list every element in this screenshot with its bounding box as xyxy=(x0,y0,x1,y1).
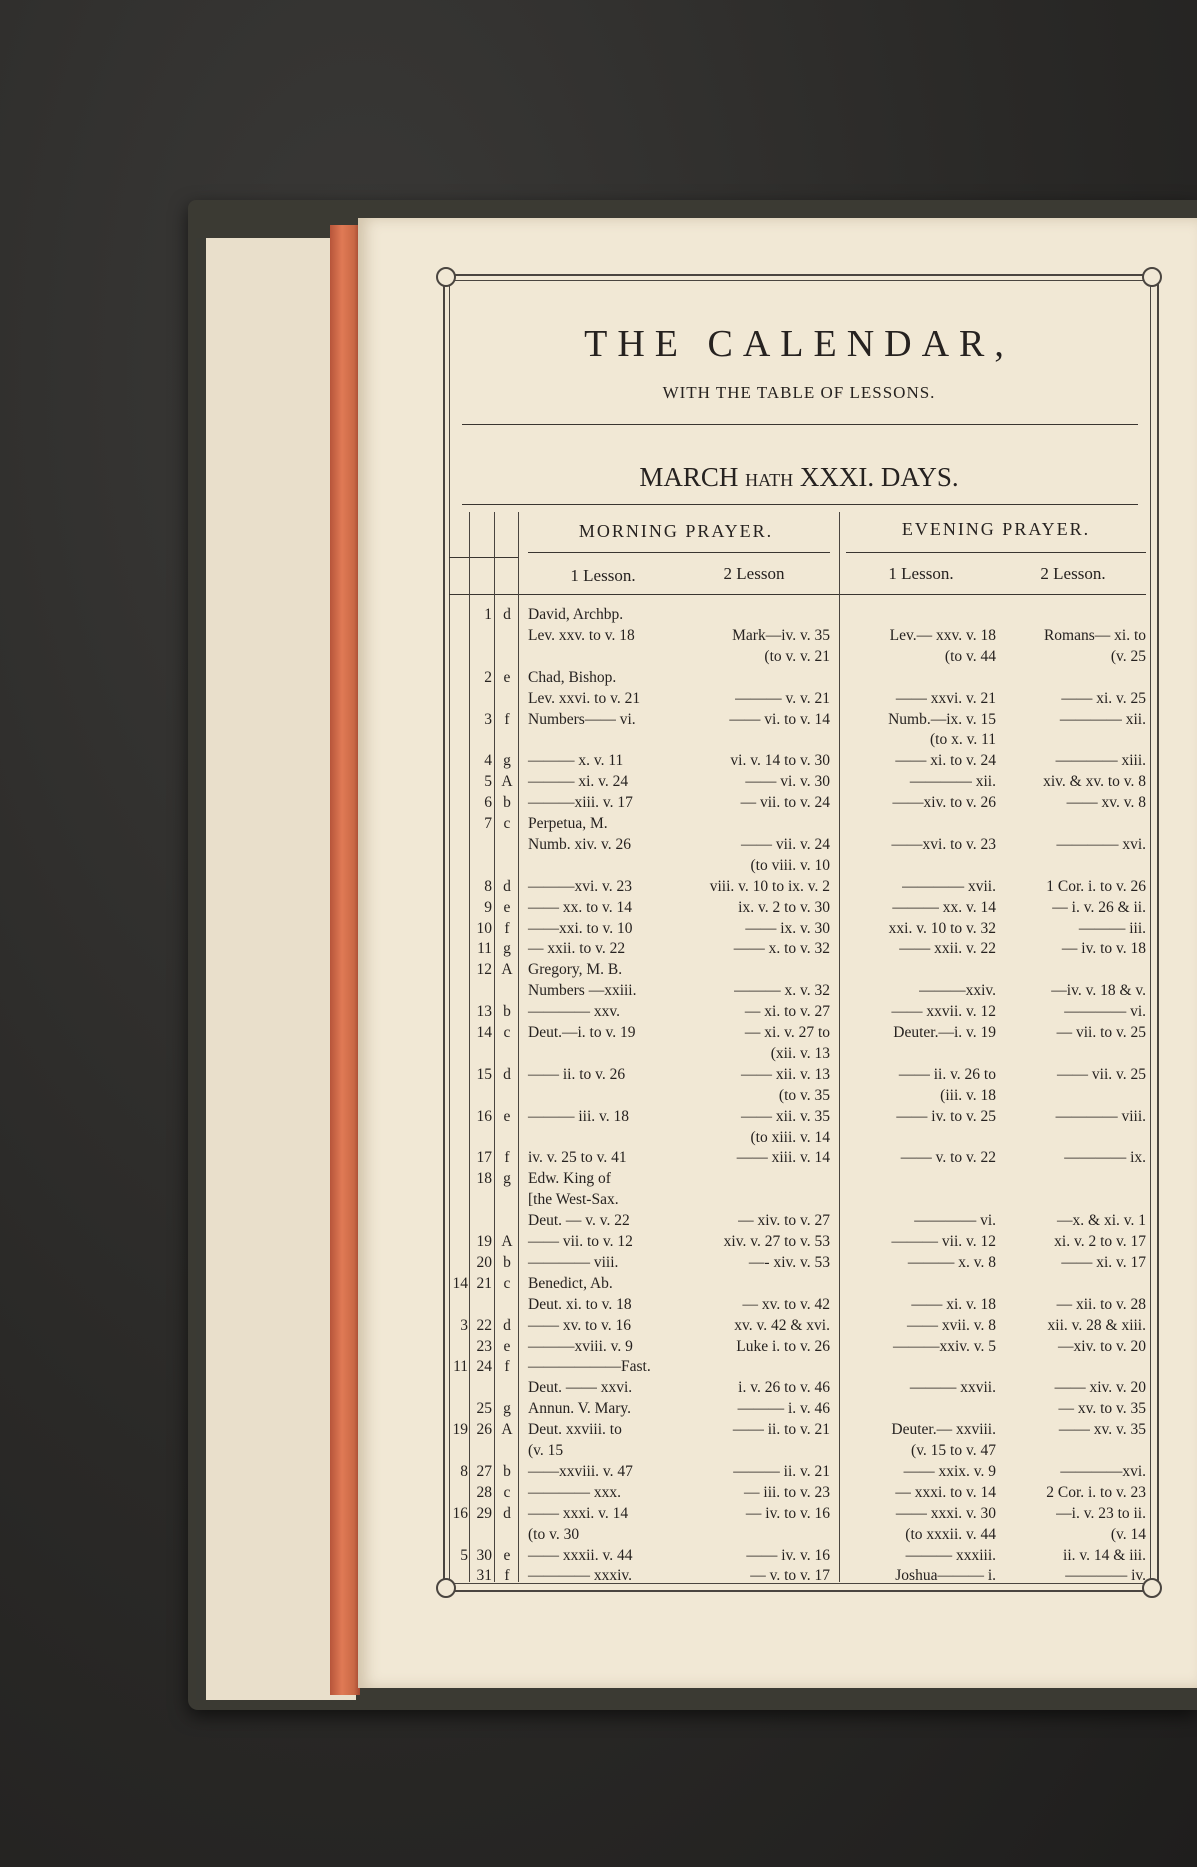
morning-first-lesson: ——— xi. v. 24 xyxy=(528,773,629,791)
golden-number: 11 xyxy=(453,1358,468,1376)
evening-first-lesson: ———— vi. xyxy=(914,1212,996,1230)
day-of-month: 21 xyxy=(476,1274,492,1292)
evening-second-lesson: —iv. v. 18 & v. xyxy=(1051,982,1146,1000)
evening-first-lesson: ——— xx. v. 14 xyxy=(892,898,996,916)
sunday-letter: e xyxy=(503,668,511,686)
evening-first-lesson: Lev.— xxv. v. 18 xyxy=(889,626,996,644)
morning-second-lesson: (xii. v. 13 xyxy=(770,1044,830,1062)
morning-first-lesson: ———— xxxiv. xyxy=(528,1567,633,1585)
sunday-letter: d xyxy=(503,877,511,895)
sunday-letter: A xyxy=(501,961,513,979)
morning-second-lesson: (to viii. v. 10 xyxy=(750,856,830,874)
day-of-month: 30 xyxy=(476,1546,492,1564)
page-title: THE CALENDAR, xyxy=(584,323,1014,365)
evening-first-lesson: —— xxix. v. 9 xyxy=(903,1462,996,1480)
morning-second-lesson: i. v. 26 to v. 46 xyxy=(738,1379,830,1397)
morning-first-lesson: iv. v. 25 to v. 41 xyxy=(528,1149,627,1167)
sunday-letter: g xyxy=(503,752,511,770)
divider xyxy=(449,557,519,558)
morning-first-lesson: Deut. xxviii. to xyxy=(528,1421,622,1439)
morning-second-lesson: ——— i. v. 46 xyxy=(737,1400,830,1418)
evening-second-lesson: ———— xii. xyxy=(1059,710,1146,728)
evening-first-lesson: Deuter.—i. v. 19 xyxy=(893,1024,996,1041)
morning-second-lesson: ——— x. v. 32 xyxy=(734,982,830,1000)
day-of-month: 7 xyxy=(484,815,492,832)
evening-first-lesson: (to x. v. 11 xyxy=(929,731,996,749)
morning-first-lesson: Perpetua, M. xyxy=(528,815,608,832)
evening-first-lesson: Numb.—ix. v. 15 xyxy=(888,710,996,728)
corner-ornament-icon xyxy=(1142,267,1162,287)
evening-first-lesson: Joshua——— i. xyxy=(895,1567,996,1585)
evening-first-lesson: ——— xxvii. xyxy=(909,1379,996,1397)
morning-first-lesson: (v. 15 xyxy=(528,1442,564,1459)
evening-second-lesson: — xv. to v. 35 xyxy=(1058,1400,1146,1418)
evening-first-lesson: ——xiv. to v. 26 xyxy=(892,794,996,812)
evening-second-lesson: —xiv. to v. 20 xyxy=(1058,1337,1146,1355)
divider xyxy=(846,552,1146,553)
morning-first-lesson: Numbers —xxiii. xyxy=(528,982,637,1000)
morning-first-lesson: —— vii. to v. 12 xyxy=(528,1233,633,1250)
golden-number: 3 xyxy=(460,1316,468,1334)
morning-second-lesson: (to xiii. v. 14 xyxy=(750,1128,830,1146)
evening-second-lesson: —— xiv. v. 20 xyxy=(1054,1379,1146,1397)
page-subtitle: WITH THE TABLE OF LESSONS. xyxy=(662,383,936,402)
day-of-month: 26 xyxy=(476,1421,492,1439)
morning-first-lesson: Lev. xxvi. to v. 21 xyxy=(528,689,641,707)
sunday-letter: g xyxy=(503,1170,511,1188)
column-rule xyxy=(494,512,495,1582)
morning-first-lesson: —— ii. to v. 26 xyxy=(528,1065,626,1083)
sunday-letter: f xyxy=(504,1149,510,1167)
evening-second-lesson: 1 Cor. i. to v. 26 xyxy=(1046,877,1146,895)
sunday-letter: b xyxy=(503,1003,511,1021)
sunday-letter: b xyxy=(503,1253,511,1271)
sunday-letter: g xyxy=(503,940,511,958)
morning-first-lesson: ———— xxx. xyxy=(528,1483,621,1501)
evening-second-lesson: ———— viii. xyxy=(1055,1107,1146,1125)
evening-first-lesson: (iii. v. 18 xyxy=(940,1086,996,1104)
morning-second-lesson: —— iv. v. 16 xyxy=(746,1546,830,1564)
morning-second-lesson: — xv. to v. 42 xyxy=(742,1295,830,1313)
evening-first-lesson: —— xi. to v. 24 xyxy=(895,752,996,770)
morning-first-lesson: Numbers—— vi. xyxy=(528,710,636,728)
col-header-morning-2: 2 Lesson xyxy=(723,564,785,583)
day-of-month: 27 xyxy=(476,1462,492,1480)
morning-first-lesson: Chad, Bishop. xyxy=(528,668,617,686)
evening-first-lesson: ——— vii. v. 12 xyxy=(891,1233,996,1250)
morning-second-lesson: — iv. to v. 16 xyxy=(745,1504,830,1522)
morning-first-lesson: ——— iii. v. 18 xyxy=(528,1107,630,1125)
month-heading xyxy=(449,462,1149,493)
morning-prayer-header: MORNING PRAYER. xyxy=(578,521,774,541)
morning-first-lesson: ———— xxv. xyxy=(528,1003,620,1021)
morning-second-lesson: —— vii. v. 24 xyxy=(741,835,830,853)
day-of-month: 6 xyxy=(484,794,492,812)
evening-first-lesson: ——— xxxiii. xyxy=(905,1546,996,1564)
evening-second-lesson: —i. v. 23 to ii. xyxy=(1056,1504,1146,1522)
day-of-month: 15 xyxy=(476,1065,492,1083)
evening-first-lesson: —— v. to v. 22 xyxy=(900,1149,996,1167)
day-of-month: 16 xyxy=(476,1107,492,1125)
col-header-morning-1: 1 Lesson. xyxy=(570,566,636,585)
morning-first-lesson: ——xxviii. v. 47 xyxy=(528,1462,633,1480)
col-header-evening-1: 1 Lesson. xyxy=(888,564,954,583)
day-of-month: 23 xyxy=(476,1337,492,1355)
morning-first-lesson: Annun. V. Mary. xyxy=(528,1400,632,1418)
sunday-letter: b xyxy=(503,794,511,812)
divider xyxy=(449,594,1146,595)
day-of-month: 20 xyxy=(476,1253,492,1271)
evening-first-lesson: —— ii. v. 26 to xyxy=(898,1065,996,1083)
morning-second-lesson: —— xii. v. 35 xyxy=(741,1107,830,1125)
evening-second-lesson: — vii. to v. 25 xyxy=(1056,1024,1146,1041)
morning-first-lesson: Deut.—i. to v. 19 xyxy=(528,1024,636,1041)
evening-first-lesson: —— iv. to v. 25 xyxy=(896,1107,996,1125)
morning-first-lesson: Deut. xi. to v. 18 xyxy=(528,1295,632,1313)
morning-second-lesson: —- xiv. v. 53 xyxy=(748,1253,830,1271)
morning-second-lesson: vi. v. 14 to v. 30 xyxy=(730,752,830,770)
evening-second-lesson: xiv. & xv. to v. 8 xyxy=(1043,773,1146,791)
evening-second-lesson: ———— vi. xyxy=(1064,1003,1146,1021)
sunday-letter: f xyxy=(504,710,510,728)
sunday-letter: f xyxy=(504,1567,510,1585)
corner-ornament-icon xyxy=(436,1578,456,1598)
evening-first-lesson: Deuter.— xxviii. xyxy=(891,1421,996,1439)
evening-second-lesson: 2 Cor. i. to v. 23 xyxy=(1046,1483,1146,1501)
evening-second-lesson: ii. v. 14 & iii. xyxy=(1063,1546,1146,1564)
morning-first-lesson: ——— x. v. 11 xyxy=(528,752,624,770)
month-days: XXXI. DAYS. xyxy=(799,462,959,492)
evening-second-lesson: ———— iv. xyxy=(1065,1567,1146,1585)
column-rule xyxy=(518,512,519,1582)
morning-first-lesson: ——————Fast. xyxy=(528,1358,651,1376)
morning-first-lesson: Edw. King of xyxy=(528,1170,611,1188)
day-of-month: 14 xyxy=(476,1024,492,1041)
sunday-letter: A xyxy=(501,1421,513,1439)
evening-second-lesson: ———— xvi. xyxy=(1056,835,1146,853)
golden-number: 5 xyxy=(460,1546,468,1564)
evening-second-lesson: — xii. to v. 28 xyxy=(1056,1295,1146,1313)
evening-prayer-header: EVENING PRAYER. xyxy=(901,519,1091,539)
evening-second-lesson: ————xvi. xyxy=(1060,1462,1146,1480)
evening-second-lesson: ———— ix. xyxy=(1064,1149,1146,1167)
column-rule xyxy=(469,512,470,1582)
day-of-month: 11 xyxy=(477,940,492,958)
day-of-month: 22 xyxy=(476,1316,492,1334)
day-of-month: 10 xyxy=(476,919,492,937)
day-of-month: 9 xyxy=(484,898,492,916)
evening-second-lesson: —— xv. v. 8 xyxy=(1066,794,1146,812)
evening-second-lesson: xi. v. 2 to v. 17 xyxy=(1054,1233,1146,1250)
morning-second-lesson: Luke i. to v. 26 xyxy=(736,1337,830,1355)
month-name: MARCH xyxy=(639,462,739,492)
evening-second-lesson: Romans— xi. to xyxy=(1043,626,1146,644)
page-fore-edge xyxy=(330,225,360,1695)
day-of-month: 24 xyxy=(476,1358,492,1376)
day-of-month: 25 xyxy=(476,1400,492,1418)
morning-first-lesson: ———— viii. xyxy=(528,1253,619,1271)
day-of-month: 4 xyxy=(484,752,492,770)
day-of-month: 31 xyxy=(476,1567,492,1585)
evening-first-lesson: ———xxiv. v. 5 xyxy=(892,1337,996,1355)
day-of-month: 29 xyxy=(476,1504,492,1522)
evening-first-lesson: xxi. v. 10 to v. 32 xyxy=(888,919,996,937)
morning-second-lesson: —— vi. to v. 14 xyxy=(729,710,830,728)
sunday-letter: e xyxy=(503,1337,511,1355)
morning-second-lesson: xv. v. 42 & xvi. xyxy=(734,1316,830,1334)
divider xyxy=(462,424,1138,425)
morning-first-lesson: ———xviii. v. 9 xyxy=(528,1337,633,1355)
evening-first-lesson: —— xxxi. v. 30 xyxy=(895,1504,996,1522)
morning-first-lesson: (to v. 30 xyxy=(528,1525,580,1543)
morning-first-lesson: Gregory, M. B. xyxy=(528,961,623,979)
evening-first-lesson: (v. 15 to v. 47 xyxy=(911,1442,996,1459)
evening-second-lesson: (v. 25 xyxy=(1110,647,1146,665)
morning-first-lesson: Numb. xiv. v. 26 xyxy=(528,835,632,853)
day-of-month: 18 xyxy=(476,1170,492,1188)
sunday-letter: A xyxy=(501,1233,513,1250)
morning-second-lesson: Mark—iv. v. 35 xyxy=(732,626,830,644)
evening-first-lesson: ——xvi. to v. 23 xyxy=(891,835,996,853)
evening-second-lesson: —x. & xi. v. 1 xyxy=(1057,1212,1146,1230)
morning-first-lesson: [the West-Sax. xyxy=(528,1191,619,1209)
day-of-month: 1 xyxy=(484,606,492,623)
morning-first-lesson: — xxii. to v. 22 xyxy=(528,940,626,958)
evening-second-lesson: —— xi. v. 25 xyxy=(1061,689,1146,707)
day-of-month: 5 xyxy=(484,773,492,791)
evening-first-lesson: —— xxvii. v. 12 xyxy=(891,1003,996,1021)
morning-first-lesson: ———xiii. v. 17 xyxy=(528,794,633,812)
evening-first-lesson: (to xxxii. v. 44 xyxy=(905,1525,996,1543)
morning-second-lesson: ——— v. v. 21 xyxy=(735,689,830,707)
morning-second-lesson: — xi. v. 27 to xyxy=(744,1024,830,1041)
evening-second-lesson: —— xi. v. 17 xyxy=(1061,1253,1146,1271)
evening-second-lesson: (v. 14 xyxy=(1110,1525,1146,1543)
day-of-month: 17 xyxy=(476,1149,492,1167)
divider xyxy=(528,552,830,553)
morning-second-lesson: ix. v. 2 to v. 30 xyxy=(738,898,830,916)
sunday-letter: f xyxy=(504,919,510,937)
evening-first-lesson: ———— xii. xyxy=(909,773,996,791)
morning-second-lesson: (to v. 35 xyxy=(778,1086,830,1104)
evening-second-lesson: — i. v. 26 & ii. xyxy=(1052,898,1146,916)
evening-second-lesson: ——— iii. xyxy=(1078,919,1146,937)
month-hath: HATH xyxy=(745,470,794,490)
golden-number: 14 xyxy=(452,1274,468,1292)
sunday-letter: e xyxy=(503,1546,511,1564)
day-of-month: 12 xyxy=(476,961,492,979)
morning-first-lesson: —— xx. to v. 14 xyxy=(528,898,633,916)
morning-second-lesson: — vii. to v. 24 xyxy=(740,794,830,812)
sunday-letter: c xyxy=(503,1024,511,1041)
sunday-letter: e xyxy=(503,1107,511,1125)
sunday-letter: f xyxy=(504,1358,510,1376)
morning-first-lesson: ——xxi. to v. 10 xyxy=(528,919,633,937)
morning-first-lesson: Deut. — v. v. 22 xyxy=(528,1212,630,1230)
sunday-letter: g xyxy=(503,1400,511,1418)
sunday-letter: c xyxy=(503,1483,511,1501)
day-of-month: 2 xyxy=(484,668,492,686)
morning-second-lesson: —— vi. v. 30 xyxy=(745,773,830,791)
evening-second-lesson: xii. v. 28 & xiii. xyxy=(1047,1316,1146,1334)
morning-second-lesson: — xi. to v. 27 xyxy=(744,1003,830,1021)
morning-second-lesson: ——— ii. v. 21 xyxy=(733,1462,830,1480)
morning-second-lesson: —— xiii. v. 14 xyxy=(736,1149,830,1167)
evening-first-lesson: ——— x. v. 8 xyxy=(907,1253,996,1271)
sunday-letter: d xyxy=(503,1316,511,1334)
morning-first-lesson: —— xxxii. v. 44 xyxy=(528,1546,633,1564)
golden-number: 8 xyxy=(460,1462,468,1480)
evening-second-lesson: ———— xiii. xyxy=(1055,752,1146,770)
sunday-letter: e xyxy=(503,898,511,916)
evening-first-lesson: —— xi. v. 18 xyxy=(911,1295,996,1313)
evening-first-lesson: —— xxii. v. 22 xyxy=(899,940,996,958)
evening-first-lesson: —— xxvi. v. 21 xyxy=(895,689,996,707)
corner-ornament-icon xyxy=(436,267,456,287)
sunday-letter: A xyxy=(501,773,513,791)
morning-first-lesson: Benedict, Ab. xyxy=(528,1274,613,1292)
morning-first-lesson: ———xvi. v. 23 xyxy=(528,877,633,895)
golden-number: 19 xyxy=(452,1421,468,1439)
day-of-month: 28 xyxy=(476,1483,492,1501)
sunday-letter: d xyxy=(503,606,511,623)
evening-first-lesson: —— xvii. v. 8 xyxy=(907,1316,996,1334)
evening-second-lesson: — iv. to v. 18 xyxy=(1061,940,1146,958)
col-header-evening-2: 2 Lesson. xyxy=(1040,564,1106,583)
morning-first-lesson: Lev. xxv. to v. 18 xyxy=(528,626,635,644)
sunday-letter: c xyxy=(503,1274,511,1292)
golden-number: 16 xyxy=(452,1504,468,1522)
morning-second-lesson: —— ii. to v. 21 xyxy=(732,1421,830,1439)
morning-second-lesson: — xiv. to v. 27 xyxy=(738,1212,830,1230)
sunday-letter: d xyxy=(503,1065,511,1083)
evening-second-lesson: —— vii. v. 25 xyxy=(1057,1065,1146,1083)
morning-first-lesson: —— xv. to v. 16 xyxy=(528,1316,632,1334)
evening-first-lesson: — xxxi. to v. 14 xyxy=(895,1483,996,1501)
morning-second-lesson: —— ix. v. 30 xyxy=(745,919,830,937)
morning-first-lesson: —— xxxi. v. 14 xyxy=(528,1504,629,1522)
morning-first-lesson: Deut. —— xxvi. xyxy=(528,1379,633,1397)
column-rule xyxy=(839,512,840,1582)
morning-second-lesson: —— xii. v. 13 xyxy=(741,1065,830,1083)
morning-first-lesson: David, Archbp. xyxy=(528,606,624,623)
day-of-month: 13 xyxy=(476,1003,492,1021)
morning-second-lesson: — v. to v. 17 xyxy=(750,1567,830,1585)
sunday-letter: c xyxy=(503,815,511,832)
evening-first-lesson: (to v. 44 xyxy=(944,647,996,665)
morning-second-lesson: xiv. v. 27 to v. 53 xyxy=(723,1233,830,1250)
evening-second-lesson: —— xv. v. 35 xyxy=(1058,1421,1146,1439)
evening-first-lesson: ———xxiv. xyxy=(919,982,996,1000)
sunday-letter: b xyxy=(503,1462,511,1480)
day-of-month: 8 xyxy=(484,877,492,895)
evening-first-lesson: ———— xvii. xyxy=(902,877,996,895)
morning-second-lesson: —— x. to v. 32 xyxy=(733,940,830,958)
morning-second-lesson: — iii. to v. 23 xyxy=(744,1483,830,1501)
morning-second-lesson: (to v. v. 21 xyxy=(764,647,830,665)
morning-second-lesson: viii. v. 10 to ix. v. 2 xyxy=(709,877,830,895)
divider xyxy=(462,504,1138,505)
day-of-month: 19 xyxy=(476,1233,492,1250)
sunday-letter: d xyxy=(503,1504,511,1522)
day-of-month: 3 xyxy=(484,710,492,728)
